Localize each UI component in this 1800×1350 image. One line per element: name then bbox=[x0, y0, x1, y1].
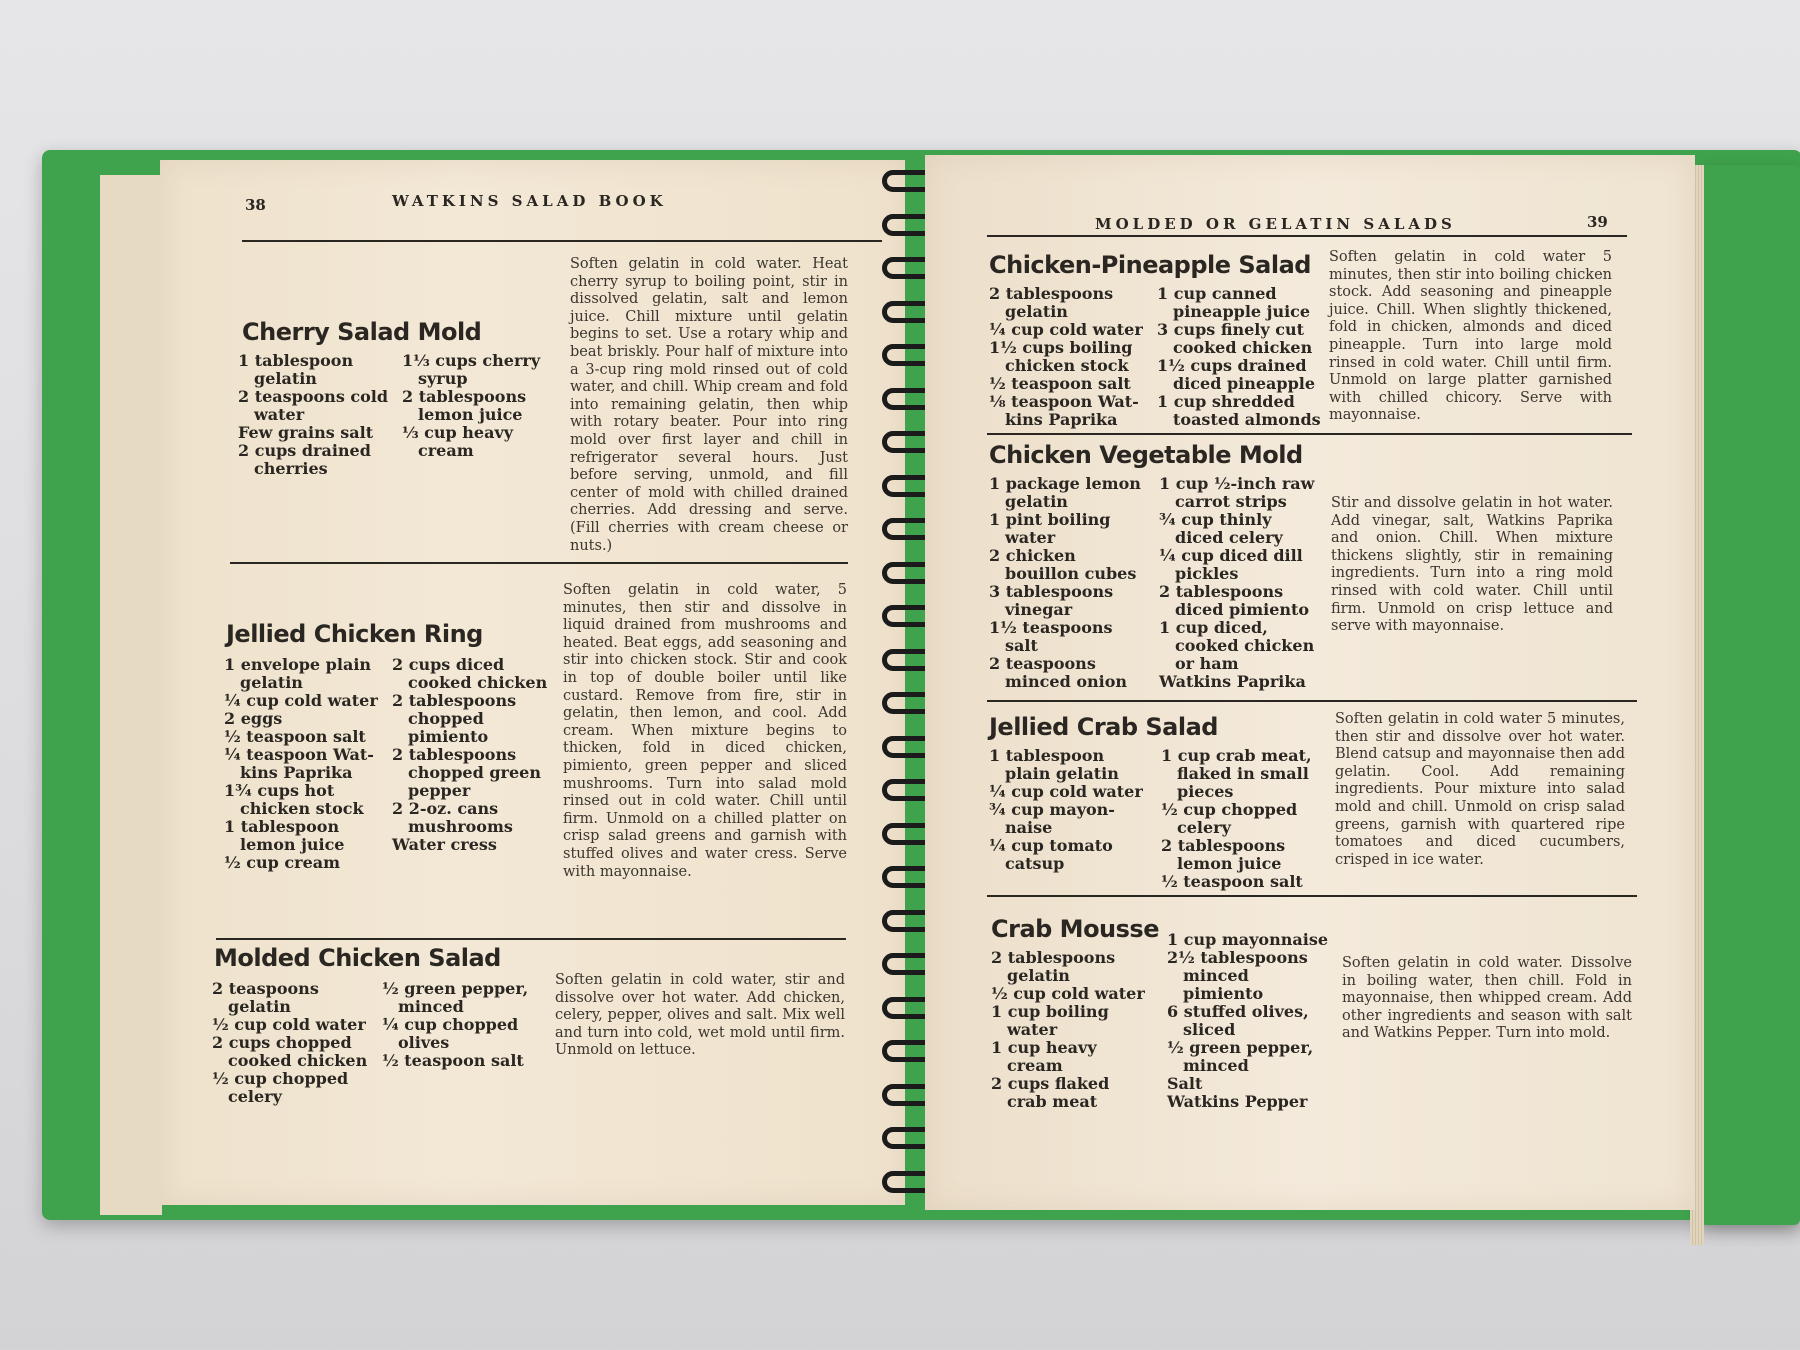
ingredient: 2 cups drained bbox=[238, 441, 371, 460]
page-header-left: WATKINS SALAD BOOK bbox=[392, 192, 667, 210]
ingredient: flaked in small bbox=[1177, 764, 1309, 783]
ingredient: 6 stuffed olives, bbox=[1167, 1002, 1309, 1021]
ingredient: ½ teaspoon salt bbox=[224, 727, 366, 746]
recipe-directions: Soften gelatin in cold water 5 minutes, then stir into boiling chicken stock. Add seasoning and pineapple juice. Chill. When slightly thickened, fold in chicken, almonds and diced pineapple. Turn into large mold rinsed in cold water. Chill until firm. Unmold on large platter garnished with chilled chicory. Serve with mayonnaise. bbox=[1329, 249, 1612, 424]
ingredient: pickles bbox=[1175, 564, 1239, 583]
recipe-divider bbox=[216, 938, 846, 940]
ingredient: olives bbox=[398, 1033, 450, 1052]
ingredient: ¼ teaspoon Wat- bbox=[224, 745, 374, 764]
ingredient: 2 cups diced bbox=[392, 655, 505, 674]
ingredient: ¼ cup cold water bbox=[989, 320, 1143, 339]
ingredient: gelatin bbox=[1005, 302, 1068, 321]
recipe-title: Cherry Salad Mold bbox=[242, 318, 482, 346]
ingredient: 1 pint boiling bbox=[989, 510, 1111, 529]
ingredient: bouillon cubes bbox=[1005, 564, 1137, 583]
ingredient: ¾ cup thinly bbox=[1159, 510, 1272, 529]
ingredient: 2 tablespoons bbox=[991, 948, 1116, 967]
ingredient: chicken stock bbox=[240, 799, 364, 818]
ingredient: 1¾ cups hot bbox=[224, 781, 335, 800]
left-page[interactable] bbox=[160, 160, 905, 1205]
ingredient: ½ teaspoon salt bbox=[1161, 872, 1303, 891]
ingredients-list bbox=[989, 747, 1143, 873]
ingredient: cooked chicken bbox=[1173, 338, 1313, 357]
ingredient: 2 2-oz. cans bbox=[392, 799, 499, 818]
right-page[interactable] bbox=[925, 155, 1695, 1210]
recipe-directions: Soften gelatin in cold water. Dissolve in boiling water, then chill. Fold in mayonnaise, then whipped cream. Add other ingredients and season with salt and Watkins Pepper. Turn into mold. bbox=[1342, 955, 1632, 1042]
ingredient: sliced bbox=[1183, 1020, 1236, 1039]
recipe-title: Chicken-Pineapple Salad bbox=[989, 251, 1311, 279]
recipe-divider bbox=[987, 433, 1632, 435]
ingredient: 2 tablespoons bbox=[989, 284, 1114, 303]
ingredient: ½ green pepper, bbox=[1167, 1038, 1314, 1057]
ingredient: 2 cups flaked bbox=[991, 1074, 1110, 1093]
ingredient: pineapple juice bbox=[1173, 302, 1311, 321]
ingredient: diced pimiento bbox=[1175, 600, 1310, 619]
ingredient: 1½ teaspoons bbox=[989, 618, 1113, 637]
ingredient: ½ teaspoon salt bbox=[989, 374, 1131, 393]
ingredient: naise bbox=[1005, 818, 1053, 837]
ingredient: 2 chicken bbox=[989, 546, 1076, 565]
book-cover-edge bbox=[1700, 165, 1800, 1225]
recipe-divider bbox=[987, 895, 1637, 897]
ingredient: gelatin bbox=[254, 369, 317, 388]
ingredient: minced bbox=[1183, 966, 1249, 985]
ingredient: pieces bbox=[1177, 782, 1234, 801]
ingredient: carrot strips bbox=[1175, 492, 1287, 511]
ingredient: ½ cup cold water bbox=[991, 984, 1145, 1003]
ingredient: 1 envelope plain bbox=[224, 655, 372, 674]
ingredient: cream bbox=[418, 441, 474, 460]
ingredient: syrup bbox=[418, 369, 468, 388]
ingredient: minced bbox=[1183, 1056, 1249, 1075]
ingredients-list bbox=[392, 656, 547, 854]
ingredient: 1½ cups drained bbox=[1157, 356, 1307, 375]
recipe-directions: Soften gelatin in cold water, stir and dissolve over hot water. Add chicken, celery, pepper, olives and salt. Mix well and turn into cold, wet mold until firm. Unmold on lettuce. bbox=[555, 972, 845, 1059]
ingredients-list bbox=[1167, 931, 1328, 1111]
ingredient: cherries bbox=[254, 459, 328, 478]
ingredient: cooked chicken bbox=[228, 1051, 368, 1070]
ingredient: 2 teaspoons bbox=[212, 979, 319, 998]
ingredient: cooked chicken bbox=[1175, 636, 1315, 655]
recipe-title: Jellied Chicken Ring bbox=[226, 620, 483, 648]
recipe-directions: Soften gelatin in cold water. Heat cherry syrup to boiling point, stir in dissolved gelatin, salt and lemon juice. Chill mixture until gelatin begins to set. Use a rotary whip and beat briskly. Pour half of mixture into a 3-cup ring mold rinsed out of cold water, and chill. Whip cream and fold into remaining gelatin, then whip with rotary beater. Pour into ring mold over first layer and chill in refrigerator several hours. Just before serving, unmold, and fill center of mold with chilled drained cherries. Add dressing and serve. (Fill cherries with cream cheese or nuts.) bbox=[570, 256, 848, 554]
ingredient: ½ teaspoon salt bbox=[382, 1051, 524, 1070]
ingredient: vinegar bbox=[1005, 600, 1073, 619]
ingredient: ⅓ cup heavy bbox=[402, 423, 514, 442]
ingredient: 1 tablespoon bbox=[238, 351, 354, 370]
ingredient: water bbox=[1005, 528, 1056, 547]
ingredient: toasted almonds bbox=[1173, 410, 1321, 429]
ingredient: chopped bbox=[408, 709, 484, 728]
ingredient: pepper bbox=[408, 781, 471, 800]
ingredient: celery bbox=[228, 1087, 282, 1106]
ingredient: ¼ cup cold water bbox=[224, 691, 378, 710]
ingredient: chicken stock bbox=[1005, 356, 1129, 375]
ingredient: 1 cup canned bbox=[1157, 284, 1277, 303]
ingredient: kins Paprika bbox=[240, 763, 353, 782]
ingredient: 1 tablespoon bbox=[224, 817, 340, 836]
ingredient: 2 cups chopped bbox=[212, 1033, 352, 1052]
page-header-right: MOLDED OR GELATIN SALADS bbox=[1095, 215, 1456, 233]
recipe-title: Molded Chicken Salad bbox=[214, 944, 501, 972]
ingredient: ½ cup chopped bbox=[1161, 800, 1298, 819]
ingredient: gelatin bbox=[1007, 966, 1070, 985]
ingredient: salt bbox=[1005, 636, 1038, 655]
recipe-divider bbox=[230, 562, 848, 564]
ingredient: 1 cup crab meat, bbox=[1161, 746, 1312, 765]
ingredient: gelatin bbox=[1005, 492, 1068, 511]
ingredient: mushrooms bbox=[408, 817, 513, 836]
ingredient: 1 package lemon bbox=[989, 474, 1141, 493]
ingredients-list bbox=[402, 352, 540, 460]
ingredient: 1 cup mayonnaise bbox=[1167, 930, 1328, 949]
ingredients-list bbox=[238, 352, 388, 478]
recipe-divider bbox=[987, 700, 1637, 702]
ingredient: cream bbox=[1007, 1056, 1063, 1075]
ingredient: 3 cups finely cut bbox=[1157, 320, 1304, 339]
ingredients-list bbox=[212, 980, 367, 1106]
ingredient: ¼ cup tomato bbox=[989, 836, 1113, 855]
ingredient: gelatin bbox=[228, 997, 291, 1016]
ingredient: lemon juice bbox=[418, 405, 523, 424]
ingredient: ¾ cup mayon- bbox=[989, 800, 1115, 819]
ingredient: cooked chicken bbox=[408, 673, 548, 692]
ingredient: 1 tablespoon bbox=[989, 746, 1105, 765]
ingredient: 2 eggs bbox=[224, 709, 283, 728]
ingredient: plain gelatin bbox=[1005, 764, 1119, 783]
ingredient: ⅛ teaspoon Wat- bbox=[989, 392, 1139, 411]
ingredient: diced pineapple bbox=[1173, 374, 1316, 393]
header-rule bbox=[987, 235, 1627, 237]
ingredient: 1 cup diced, bbox=[1159, 618, 1268, 637]
ingredient: ½ green pepper, bbox=[382, 979, 529, 998]
ingredient: 2 teaspoons cold bbox=[238, 387, 389, 406]
ingredients-list bbox=[989, 475, 1141, 691]
ingredient: catsup bbox=[1005, 854, 1065, 873]
ingredient: diced celery bbox=[1175, 528, 1283, 547]
ingredient: ½ cup chopped bbox=[212, 1069, 349, 1088]
ingredient: ¼ cup diced dill bbox=[1159, 546, 1303, 565]
ingredients-list bbox=[989, 285, 1143, 429]
header-rule bbox=[242, 240, 882, 242]
ingredient: crab meat bbox=[1007, 1092, 1098, 1111]
recipe-title: Chicken Vegetable Mold bbox=[989, 441, 1303, 469]
ingredient: 2 tablespoons bbox=[402, 387, 527, 406]
ingredients-list bbox=[382, 980, 528, 1070]
ingredient: celery bbox=[1177, 818, 1231, 837]
ingredient: 2 tablespoons bbox=[1159, 582, 1284, 601]
ingredient: Salt bbox=[1167, 1074, 1203, 1093]
ingredient: minced bbox=[398, 997, 464, 1016]
ingredient: 2 teaspoons bbox=[989, 654, 1096, 673]
ingredient: gelatin bbox=[240, 673, 303, 692]
recipe-title: Jellied Crab Salad bbox=[989, 713, 1218, 741]
recipe-title: Crab Mousse bbox=[991, 915, 1159, 943]
ingredient: 2½ tablespoons bbox=[1167, 948, 1308, 967]
ingredient: 1 cup boiling bbox=[991, 1002, 1109, 1021]
ingredient: ¼ cup cold water bbox=[989, 782, 1143, 801]
ingredients-list bbox=[1161, 747, 1312, 891]
ingredient: or ham bbox=[1175, 654, 1239, 673]
ingredient: 1 cup ½-inch raw bbox=[1159, 474, 1315, 493]
ingredient: Watkins Paprika bbox=[1159, 672, 1306, 691]
ingredient: ¼ cup chopped bbox=[382, 1015, 519, 1034]
ingredient: minced onion bbox=[1005, 672, 1128, 691]
ingredient: lemon juice bbox=[240, 835, 345, 854]
inner-cover-paper bbox=[100, 175, 162, 1215]
ingredient: kins Paprika bbox=[1005, 410, 1118, 429]
ingredient: ½ cup cream bbox=[224, 853, 341, 872]
ingredient: 1 cup heavy bbox=[991, 1038, 1097, 1057]
ingredients-list bbox=[224, 656, 378, 872]
ingredient: 1⅓ cups cherry bbox=[402, 351, 541, 370]
ingredient: Few grains salt bbox=[238, 423, 374, 442]
ingredients-list bbox=[1159, 475, 1314, 691]
recipe-directions: Soften gelatin in cold water, 5 minutes, then stir and dissolve in liquid drained from mushrooms and heated. Beat eggs, add seasoning and stir into chicken stock. Stir and cook in top of double boiler until like custard. Remove from fire, stir in gelatin, then lemon, and cool. Add cream. When mixture begins to thicken, fold in diced chicken, pimiento, green pepper and sliced mushrooms. Turn into salad mold rinsed out in cold water. Chill until firm. Unmold on a chilled platter on crisp salad greens and garnish with stuffed olives and water cress. Serve with mayonnaise. bbox=[563, 582, 847, 880]
ingredient: 3 tablespoons bbox=[989, 582, 1114, 601]
ingredient: 2 tablespoons bbox=[392, 745, 517, 764]
ingredient: pimiento bbox=[408, 727, 489, 746]
ingredient: chopped green bbox=[408, 763, 541, 782]
ingredient: 2 tablespoons bbox=[1161, 836, 1286, 855]
ingredient: 1 cup shredded bbox=[1157, 392, 1295, 411]
recipe-directions: Soften gelatin in cold water 5 minutes, then stir and dissolve over hot water. Blend catsup and mayonnaise then add gelatin. Cool. Add remaining ingredients. Pour mixture into salad mold and chill. Unmold on crisp salad greens, garnish with quartered ripe tomatoes and diced cucumbers, crisped in ice water. bbox=[1335, 711, 1625, 868]
ingredient: ½ cup cold water bbox=[212, 1015, 366, 1034]
recipe-directions: Stir and dissolve gelatin in hot water. Add vinegar, salt, Watkins Paprika and onion. Chill. When mixture thickens slightly, stir in remaining ingredients. Turn into a ring mold rinsed with cold water. Chill until firm. Unmold on crisp lettuce and serve with mayonnaise. bbox=[1331, 495, 1613, 635]
ingredient: water bbox=[1007, 1020, 1058, 1039]
ingredients-list bbox=[1157, 285, 1321, 429]
ingredient: pimiento bbox=[1183, 984, 1264, 1003]
ingredient: Watkins Pepper bbox=[1167, 1092, 1308, 1111]
ingredient: 2 tablespoons bbox=[392, 691, 517, 710]
ingredient: water bbox=[254, 405, 305, 424]
page-number-right: 39 bbox=[1587, 213, 1608, 231]
ingredient: Water cress bbox=[392, 835, 497, 854]
ingredient: lemon juice bbox=[1177, 854, 1282, 873]
ingredient: 1½ cups boiling bbox=[989, 338, 1133, 357]
page-number-left: 38 bbox=[245, 196, 266, 214]
ingredients-list bbox=[991, 949, 1145, 1111]
